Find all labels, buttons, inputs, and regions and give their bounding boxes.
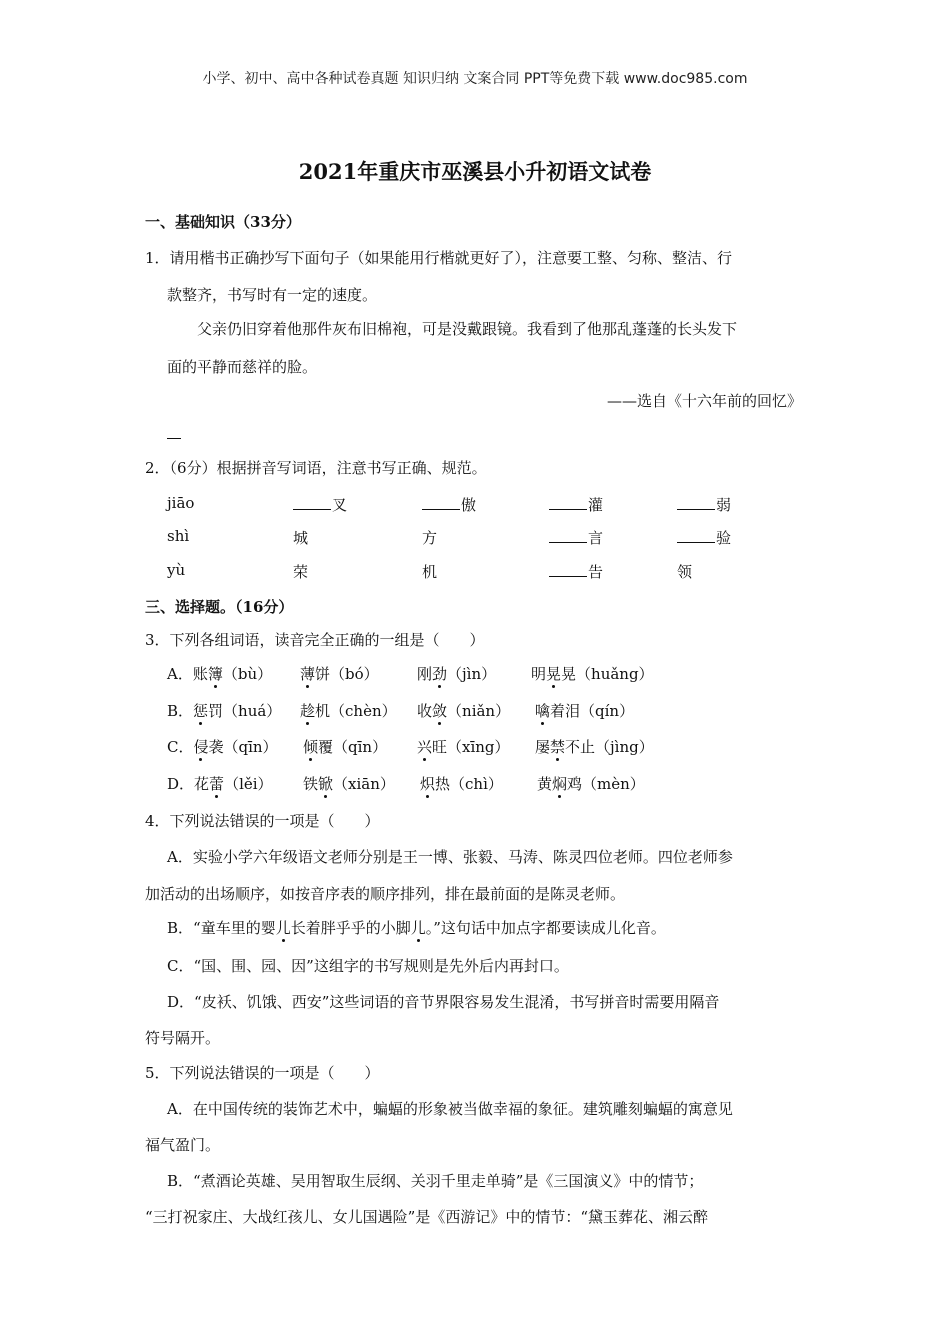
q1-source: ——选自《十六年前的回忆》	[606, 392, 802, 410]
q3-option-b[interactable]: B．惩罚（huá）	[167, 702, 282, 720]
q3-word: 铁锨（xiān）	[303, 775, 395, 793]
q3-word: 趁机（chèn）	[300, 702, 397, 720]
q5-option-b-cont: “三打祝家庄、大战红孩儿、女儿国遇险”是《西游记》中的情节：“黛玉葬花、湘云醉	[145, 1208, 709, 1226]
q2-cell: 告	[549, 561, 603, 582]
q3-word: 明晃晃（huǎng）	[531, 665, 654, 683]
q1-passage-cont: 面的平静而慈祥的脸。	[167, 358, 318, 376]
q1-stem: 1．请用楷书正确抄写下面句子（如果能用行楷就更好了），注意要工整、匀称、整洁、行	[145, 249, 733, 267]
q4-option-a[interactable]: A．实验小学六年级语文老师分别是王一博、张毅、马涛、陈灵四位老师。四位老师参	[167, 848, 733, 866]
q2-cell: 荣	[293, 563, 309, 581]
blank[interactable]	[549, 495, 587, 510]
q3-word: 收敛（niǎn）	[417, 702, 511, 720]
page-title: 2021年重庆市巫溪县小升初语文试卷	[298, 159, 652, 184]
section-heading-3: 三、选择题。（16分）	[145, 598, 294, 616]
q4-stem: 4．下列说法错误的一项是（ ）	[145, 812, 380, 830]
answer-dash	[167, 438, 181, 439]
q2-stem: 2．（6分）根据拼音写词语，注意书写正确、规范。	[145, 459, 487, 477]
q4-option-d-cont: 符号隔开。	[145, 1029, 221, 1047]
q3-word: 兴旺（xīng）	[417, 738, 510, 756]
blank[interactable]	[677, 495, 715, 510]
q3-word: 噙着泪（qín）	[535, 702, 635, 720]
q1-passage: 父亲仍旧穿着他那件灰布旧棉袍，可是没戴跟镜。我看到了他那乱蓬蓬的长头发下	[197, 320, 738, 338]
q2-cell: 叉	[293, 494, 347, 515]
page-header: 小学、初中、高中各种试卷真题 知识归纳 文案合同 PPT等免费下载 www.doc985.com	[202, 71, 748, 87]
q2-cell: 傲	[422, 494, 476, 515]
q2-cell: 方	[422, 529, 438, 547]
q4-option-d[interactable]: D．“皮袄、饥饿、西安”这些词语的音节界限容易发生混淆，书写拼音时需要用隔音	[167, 993, 720, 1011]
q3-option-d[interactable]: D．花蕾（lěi）	[167, 775, 273, 793]
q2-cell: 弱	[677, 494, 731, 515]
q3-word: 倾覆（qīn）	[303, 738, 388, 756]
q2-cell: 机	[422, 563, 438, 581]
q2-pinyin-3: yù	[167, 561, 186, 579]
q2-cell: 领	[677, 563, 693, 581]
q2-cell: 言	[549, 527, 603, 548]
blank[interactable]	[549, 562, 587, 577]
q2-cell: 验	[677, 527, 731, 548]
q4-option-c[interactable]: C．“国、围、园、因”这组字的书写规则是先外后内再封口。	[167, 957, 569, 975]
q3-option-a[interactable]: A．账簿（bù）	[167, 665, 273, 683]
q5-option-a[interactable]: A．在中国传统的装饰艺术中，蝙蝠的形象被当做幸福的象征。建筑雕刻蝙蝠的寓意见	[167, 1100, 733, 1118]
q2-cell: 灌	[549, 494, 603, 515]
q1-stem-cont: 款整齐，书写时有一定的速度。	[167, 286, 378, 304]
q4-option-b[interactable]: B．“童车里的婴儿长着胖乎乎的小脚儿。”这句话中加点字都要读成儿化音。	[167, 919, 666, 937]
blank[interactable]	[293, 495, 331, 510]
blank[interactable]	[422, 495, 460, 510]
q3-word: 黄焖鸡（mèn）	[537, 775, 645, 793]
q5-option-b[interactable]: B．“煮酒论英雄、吴用智取生辰纲、关羽千里走单骑”是《三国演义》中的情节；	[167, 1172, 704, 1190]
section-heading-1: 一、基础知识（33分）	[145, 213, 301, 231]
q5-stem: 5．下列说法错误的一项是（ ）	[145, 1064, 380, 1082]
q5-option-a-cont: 福气盈门。	[145, 1136, 221, 1154]
blank[interactable]	[677, 528, 715, 543]
q3-word: 屡禁不止（jìng）	[535, 738, 654, 756]
q2-pinyin-2: shì	[167, 527, 190, 545]
q4-option-a-cont: 加活动的出场顺序，如按音序表的顺序排列，排在最前面的是陈灵老师。	[145, 885, 626, 903]
q3-word: 薄饼（bó）	[300, 665, 379, 683]
blank[interactable]	[549, 528, 587, 543]
q3-option-c[interactable]: C．侵袭（qīn）	[167, 738, 278, 756]
q3-word: 炽热（chì）	[420, 775, 503, 793]
q3-word: 刚劲（jìn）	[417, 665, 497, 683]
q2-cell: 城	[293, 529, 309, 547]
q2-pinyin-1: jiāo	[167, 494, 195, 512]
q3-stem: 3．下列各组词语，读音完全正确的一组是（ ）	[145, 631, 485, 649]
